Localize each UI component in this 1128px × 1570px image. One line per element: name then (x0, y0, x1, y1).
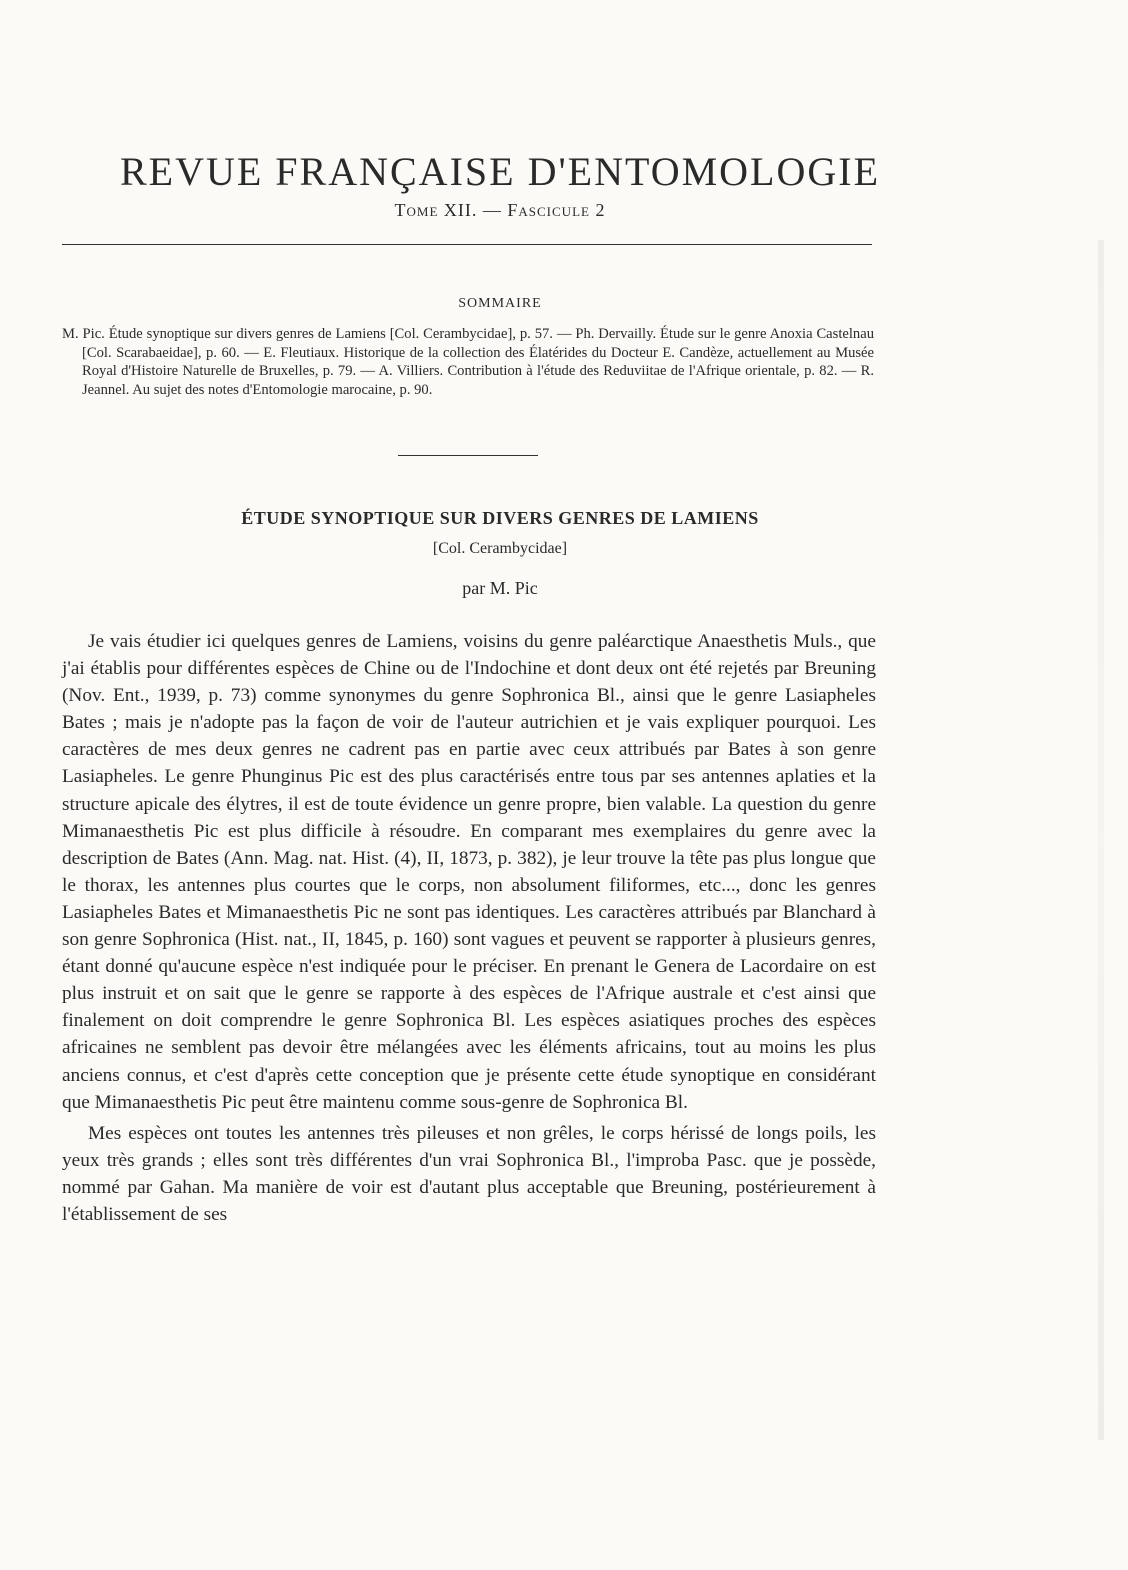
body-paragraph: Mes espèces ont toutes les antennes très pileuses et non grêles, le corps hérissé de longs poils, les yeux très grands ; elles sont très différentes d'un vrai Sophronica Bl., l'improba Pasc. que je possède, nommé par Gahan. Ma manière de voir est d'autant plus acceptable que Breuning, postérieurement à l'établissement de ses (62, 1122, 876, 1225)
journal-title: REVUE FRANÇAISE D'ENTOMOLOGIE (119, 149, 880, 194)
article-title: ÉTUDE SYNOPTIQUE SUR DIVERS GENRES DE LAMIENS (241, 508, 759, 528)
sommaire-text: M. Pic. Étude synoptique sur divers genres de Lamiens [Col. Cerambycidae], p. 57. — Ph. Dervailly. Étude sur le genre Anoxia Castelnau [Col. Scarabaeidae], p. 60. — E. Fleutiaux. Historique de la collection des Élatérides du Docteur E. Candèze, actuellement au Musée Royal d'Histoire Naturelle de Bruxelles, p. 79. — A. Villiers. Contribution à l'étude des Reduviitae de l'Afrique orientale, p. 82. — R. Jeannel. Au sujet des notes d'Entomologie marocaine, p. 90. (62, 326, 874, 398)
scan-edge-shadow (1098, 240, 1104, 1440)
section-rule (398, 455, 538, 456)
article-body (62, 628, 876, 1228)
sommaire-heading: SOMMAIRE (458, 296, 542, 311)
body-paragraph: Je vais étudier ici quelques genres de Lamiens, voisins du genre paléarctique Anaesthetis Muls., que j'ai établis pour différentes espèces de Chine ou de l'Indochine et dont deux ont été rejetés par Breuning (Nov. Ent., 1939, p. 73) comme synonymes du genre Sophronica Bl., ainsi que le genre Lasiapheles Bates ; mais je n'adopte pas la façon de voir de l'auteur autrichien et je vais expliquer pourquoi. Les caractères de mes deux genres ne cadrent pas en partie avec ceux attribués par Bates à son genre Lasiapheles. Le genre Phunginus Pic est des plus caractérisés entre tous par ses antennes aplaties et la structure apicale des élytres, il est de toute évidence un genre propre, bien valable. La question du genre Mimanaesthetis Pic est plus difficile à résoudre. En comparant mes exemplaires du genre avec la description de Bates (Ann. Mag. nat. Hist. (4), II, 1873, p. 382), je leur trouve la tête pas plus longue que le thorax, les antennes plus courtes que le corps, non absolument filiformes, etc..., donc les genres Lasiapheles Bates et Mimanaesthetis Pic ne sont pas identiques. Les caractères attribués par Blanchard à son genre Sophronica (Hist. nat., II, 1845, p. 160) sont vagues et peuvent se rapporter à plusieurs genres, étant donné qu'aucune espèce n'est indiquée pour le préciser. En prenant le Genera de Lacordaire on est plus instruit et on sait que le genre se rapporte à des espèces de l'Afrique australe et c'est ainsi que finalement on doit comprendre le genre Sophronica Bl. Les espèces asiatiques proches des espèces africaines ne semblent pas devoir être mélangées avec les éléments africains, tout au moins les plus anciens connus, et c'est d'après cette conception que je présente cette étude synoptique en considérant que Mimanaesthetis Pic peut être maintenu comme sous-genre de Sophronica Bl. (62, 631, 876, 1113)
tome-fascicule: Tome XII. — Fascicule 2 (394, 200, 606, 220)
article-author: par M. Pic (462, 578, 538, 598)
header-rule (62, 244, 872, 245)
article-subtitle: [Col. Cerambycidae] (432, 540, 568, 557)
